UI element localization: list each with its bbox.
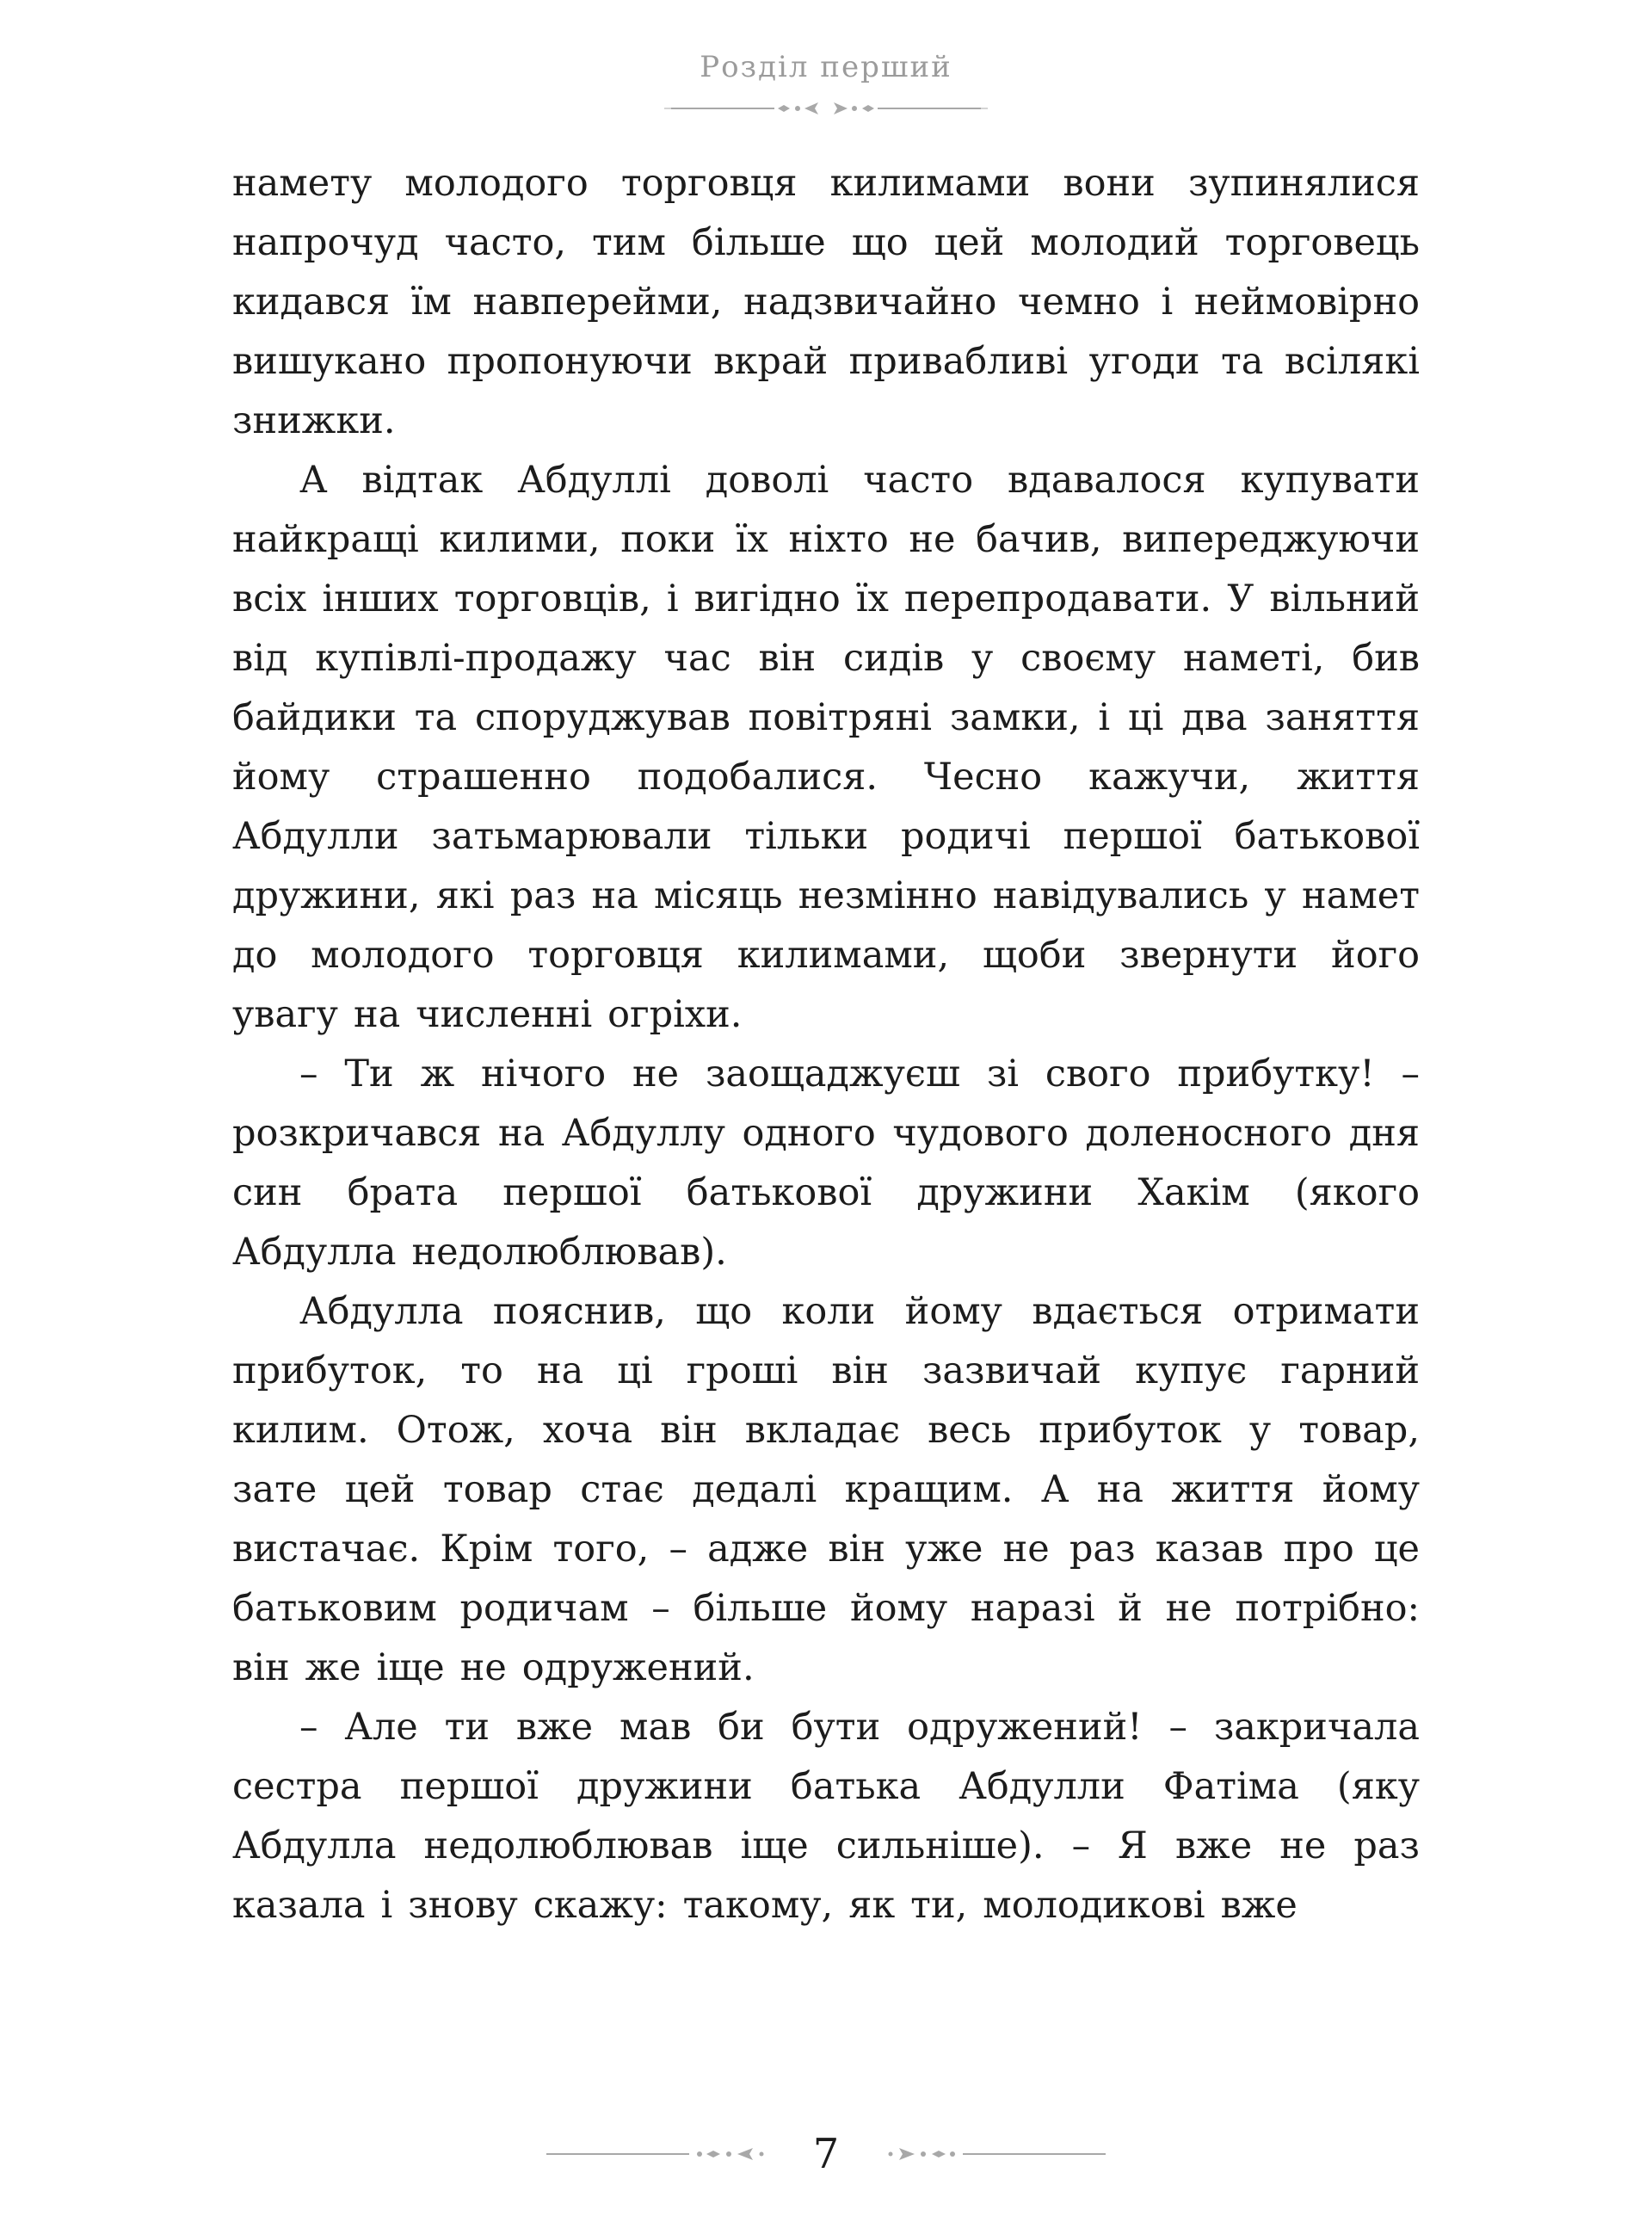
body-text	[232, 154, 1420, 1935]
chapter-header	[0, 0, 1652, 85]
paragraph: А відтак Абдуллі доволі часто вдавалося купувати найкращі килими, поки їх ніхто не бачив, випереджуючи всіх інших торговців, і вигідно їх перепродавати. У вільний від купівлі-продажу час він сидів у своєму наметі, бив байдики та споруджував повітряні замки, і ці два заняття йому страшенно подобалися. Чесно кажучи, життя Абдулли затьмарювали тільки родичі першої батькової дружини, які раз на місяць незмінно навідувались у намет до молодого торговця килимами, щоби звернути його увагу на численні огріхи.	[232, 458, 1420, 1036]
chapter-title: Розділ перший	[700, 50, 952, 84]
page-footer	[0, 2130, 1652, 2178]
top-ornament	[0, 97, 1652, 123]
footer-flourish-left-icon	[543, 2144, 784, 2164]
footer-flourish-right-icon	[868, 2144, 1109, 2164]
paragraph: Абдулла пояснив, що коли йому вдається отримати прибуток, то на ці гроші він зазвичай купує гарний килим. Отож, хоча він вкладає весь прибуток у товар, зате цей товар стає дедалі кращим. А на життя йому вистачає. Крім того, – адже він уже не раз казав про це батьковим родичам – більше йому наразі й не потрібно: він же іще не одружений.	[232, 1289, 1420, 1689]
ornament-divider-icon	[663, 99, 989, 115]
paragraph: – Але ти вже мав би бути одружений! – закричала сестра першої дружини батька Абдулли Фатіма (яку Абдулла недолюблював іще сильніше). – Я вже не раз казала і знову скажу: такому, як ти, молодикові вже	[232, 1705, 1420, 1927]
page-number: 7	[812, 2130, 840, 2178]
paragraph: – Ти ж нічого не заощаджуєш зі свого прибутку! – розкричався на Абдуллу одного чудового доленосного дня син брата першої батькової дружини Хакім (якого Абдулла недолюблював).	[232, 1052, 1420, 1274]
paragraph: намету молодого торговця килимами вони зупинялися напрочуд часто, тим більше що цей молодий торговець кидався їм навперейми, надзвичайно чемно і неймовірно вишукано пропонуючи вкрай привабливі угоди та всілякі знижки.	[232, 161, 1420, 442]
